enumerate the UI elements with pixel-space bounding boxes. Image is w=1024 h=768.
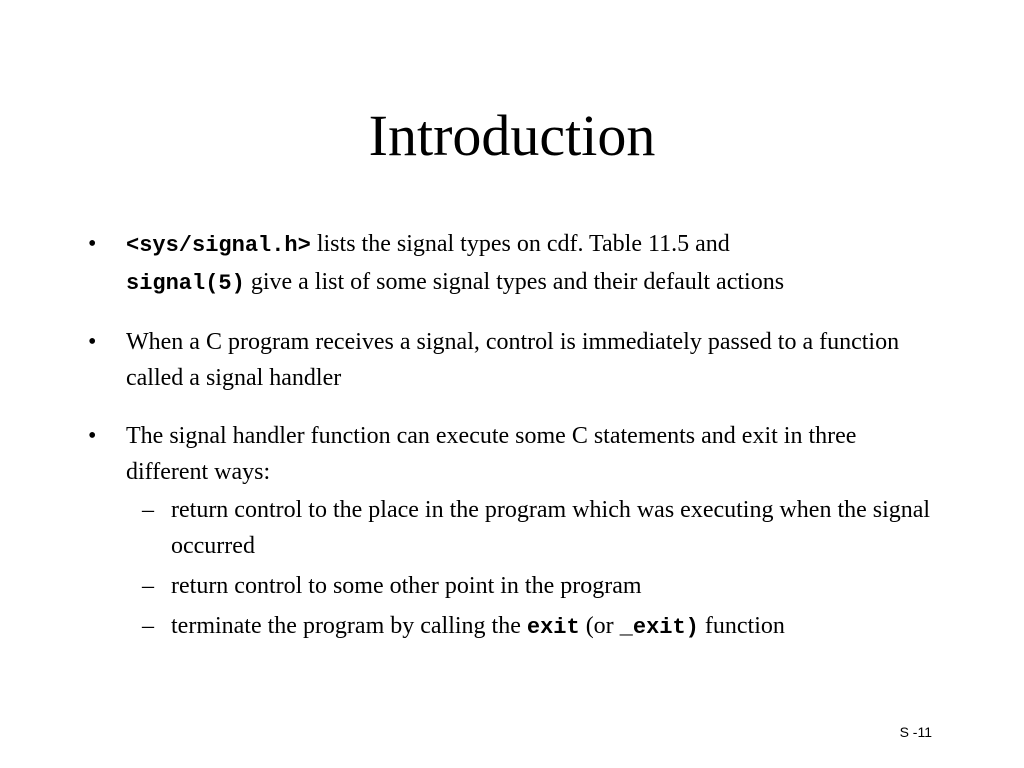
bullet-item-1-text — [126, 226, 944, 302]
sub-bullet-item-2-text: return control to some other point in the program — [171, 573, 642, 599]
bullet-marker: • — [88, 231, 97, 257]
sub-bullet-list — [126, 492, 944, 646]
bullet-marker: • — [88, 329, 97, 355]
bullet-item-3 — [84, 418, 944, 646]
sub-bullet-item-3-text-before: terminate the program by calling the — [171, 613, 527, 639]
dash-marker: – — [142, 613, 154, 639]
header-file-code: <sys/signal.h> — [126, 233, 311, 258]
sub-bullet-item-2 — [126, 568, 944, 604]
sub-bullet-item-3-text-after: function — [698, 613, 785, 639]
sub-bullet-item-1-text: return control to the place in the program which was executing when the signal occurred — [171, 497, 931, 559]
slide-number: S -11 — [899, 724, 932, 740]
bullet-item-3-text: The signal handler function can execute some C statements and exit in three different ways: — [126, 423, 857, 485]
dash-marker: – — [142, 573, 154, 599]
slide-title: Introduction — [368, 103, 656, 168]
exit-code: exit — [526, 615, 580, 640]
bullet-item-1-line2-text: give a list of some signal types and their default actions — [244, 269, 785, 295]
underscore-exit-code: _exit) — [619, 615, 699, 640]
bullet-item-1-line1-text: lists the signal types on cdf. Table 11.5 and — [310, 231, 730, 257]
bullet-item-2-text: When a C program receives a signal, control is immediately passed to a function called a signal handler — [126, 329, 900, 391]
sub-bullet-item-1 — [126, 492, 944, 564]
bullet-item-2 — [84, 324, 944, 396]
sub-bullet-item-3-text-middle: (or — [579, 613, 620, 639]
bullet-marker: • — [88, 423, 97, 449]
sub-bullet-item-3-text — [171, 608, 944, 646]
bullet-item-1 — [84, 226, 944, 302]
bullet-list — [84, 226, 944, 668]
manpage-code: signal(5) — [126, 271, 245, 296]
sub-bullet-item-3 — [126, 608, 944, 646]
dash-marker: – — [142, 497, 154, 523]
